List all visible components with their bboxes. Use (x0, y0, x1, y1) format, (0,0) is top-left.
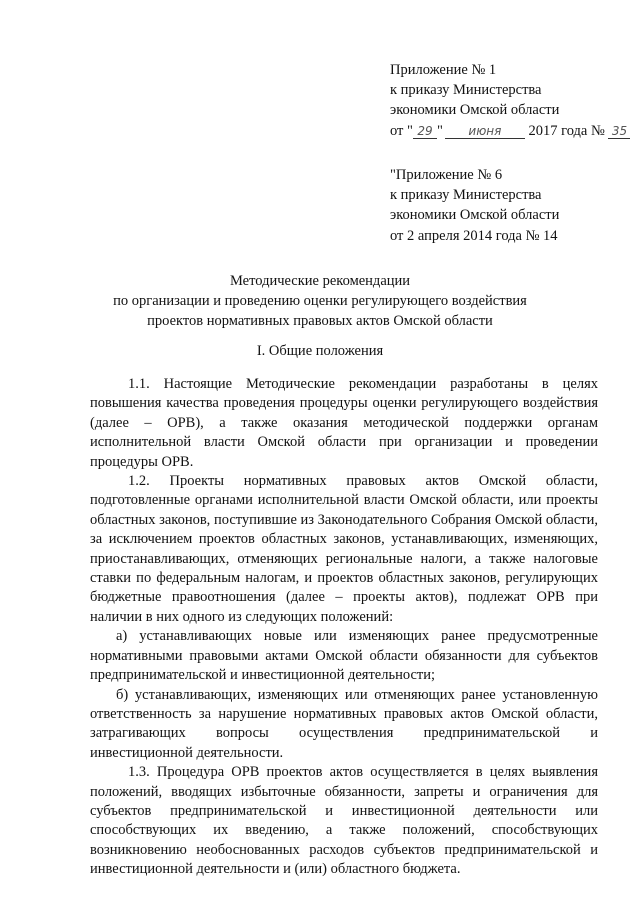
date-prefix: от " (390, 122, 413, 139)
handwritten-day: 29 (413, 124, 437, 139)
appendix-1-line-2: к приказу Министерства (390, 82, 542, 99)
subparagraph-b: б) устанавливающих, изменяющих или отменяющих ранее установленную ответственность за нарушение нормативных правовых актов Омской области, затрагивающих вопросы осуществления предпринимательской и инвестиционной деятельности. (90, 686, 598, 761)
appendix-1-title: Приложение № 1 (390, 62, 497, 78)
document-body (90, 375, 598, 880)
appendix-1-date-line (390, 121, 630, 141)
date-quote: " (436, 122, 443, 139)
subparagraph-a: а) устанавливающих новые или изменяющих ранее предусмотренные нормативными правовыми актами Омской области обязанности для субъектов предпринимательской и инвестиционной деятельности; (90, 628, 598, 684)
document-title-line-1: Методические рекомендации (229, 273, 411, 289)
paragraph-1-2: 1.2. Проекты нормативных правовых актов Омской области, подготовленные органами исполнительной власти Омской области, или проекты областных законов, поступившие из Законодательного Собрания Омской области, за исключением проектов областных законов, устанавливающих, изменяющих, приостанавливающих, отменяющих региональные налоги, а также налоговые ставки по федеральным налогам, и проектов областных законов, регулирующих бюджетные правоотношения (далее – проекты актов), подлежат ОРВ при наличии в них одного из следующих положений: (90, 473, 598, 625)
appendix-6-line-3: экономики Омской области (390, 207, 560, 224)
handwritten-month: июня (445, 124, 525, 139)
paragraph-1-1: 1.1. Настоящие Методические рекомендации разработаны в целях повышения качества проведения процедуры оценки регулирующего воздействия (далее – ОРВ), а также оказания методической поддержки органам исполнительной власти Омской области при организации и проведении процедуры ОРВ. (90, 376, 598, 470)
document-title (60, 271, 580, 332)
appendix-6-title: "Приложение № 6 (390, 167, 503, 183)
section-heading: I. Общие положения (256, 343, 384, 359)
date-suffix: 2017 года № (524, 122, 609, 139)
handwritten-order-number: 35 (608, 124, 630, 139)
appendix-1-line-3: экономики Омской области (390, 102, 560, 119)
appendix-1-block (390, 60, 630, 141)
appendix-6-line-2: к приказу Министерства (390, 187, 542, 204)
document-title-line-3: проектов нормативных правовых актов Омской области (147, 313, 493, 330)
appendix-6-line-4: от 2 апреля 2014 года № 14 (390, 227, 558, 244)
appendix-6-block (390, 165, 630, 246)
document-title-line-2: по организации и проведению оценки регулирующего воздействия (113, 293, 527, 310)
paragraph-1-3: 1.3. Процедура ОРВ проектов актов осуществляется в целях выявления положений, вводящих избыточные обязанности, запреты и ограничения для субъектов предпринимательской и инвестиционной деятельности или способствующих их введению, а также положений, способствующих возникновению необоснованных расходов субъектов предпринимательской и инвестиционной деятельности и (или) областного бюджета. (90, 764, 598, 878)
